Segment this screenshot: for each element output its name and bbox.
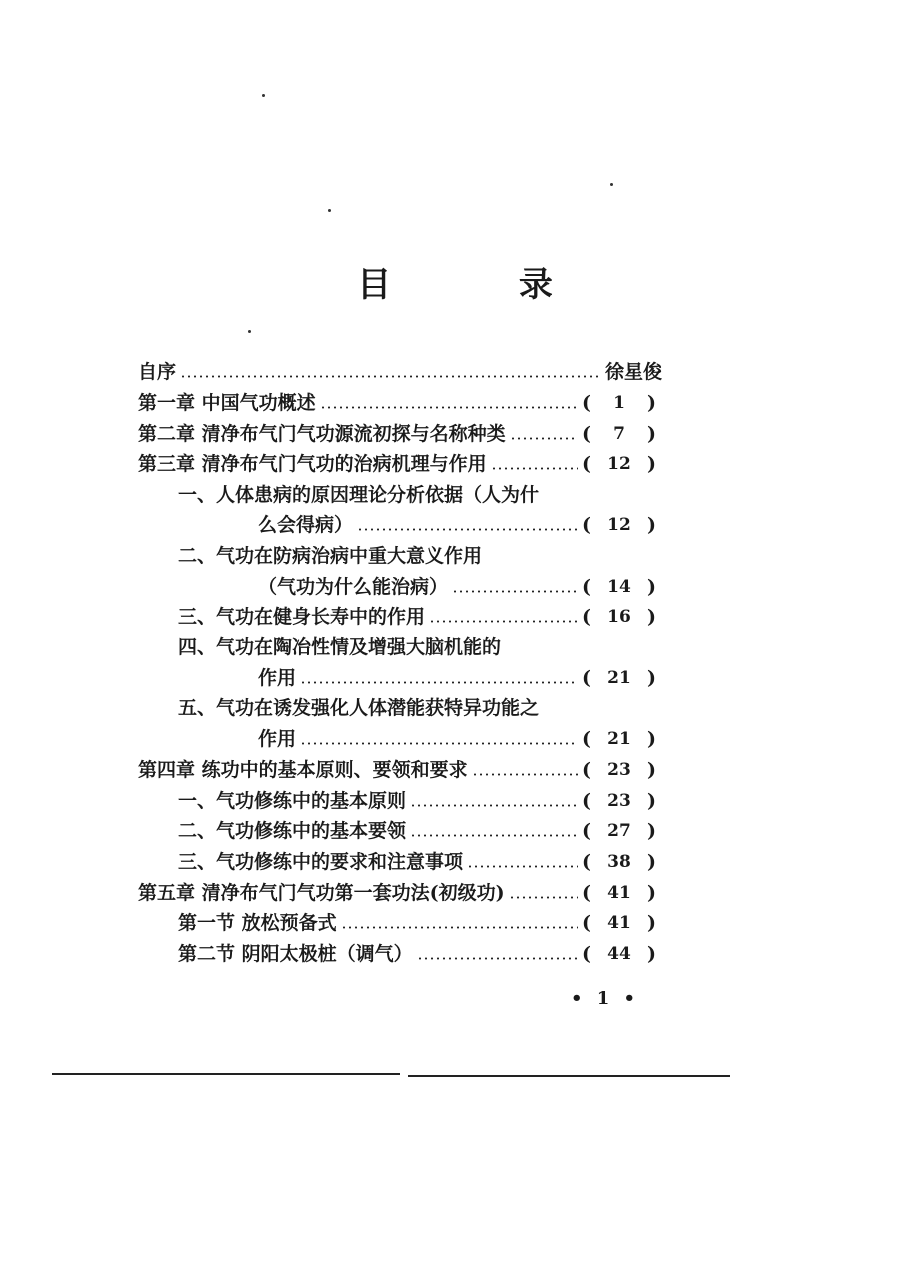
- paren-close: ): [647, 820, 656, 842]
- toc-entry: [178, 542, 538, 570]
- paren-close: ): [647, 453, 656, 475]
- paren-open: (: [582, 912, 591, 934]
- leader-dots: [300, 742, 578, 745]
- toc-entry-label: 第二章 清净布气门气功源流初探与名称种类: [138, 423, 506, 445]
- toc-entry: [258, 573, 656, 601]
- leader-dots: [180, 375, 601, 378]
- leader-dots: [472, 773, 578, 776]
- paren-open: (: [582, 759, 591, 781]
- leader-dots: [429, 620, 578, 623]
- toc-page-number: 12: [607, 515, 631, 535]
- leader-dots: [452, 590, 578, 593]
- toc-entry-label: 二、气功修练中的基本要领: [178, 820, 407, 842]
- toc-entry-label: 作用: [258, 667, 297, 689]
- toc-page-ref: [582, 817, 656, 845]
- toc-page-number: 7: [613, 424, 625, 444]
- toc-entry: [138, 756, 656, 784]
- toc-entry: [138, 389, 656, 417]
- paren-open: (: [582, 392, 591, 414]
- paren-close: ): [647, 576, 656, 598]
- paren-open: (: [582, 514, 591, 536]
- toc-page-ref: [582, 756, 656, 784]
- toc-entry-label: 第一节 放松预备式: [178, 912, 337, 934]
- toc-page-number: 41: [607, 883, 631, 903]
- paren-open: (: [582, 606, 591, 628]
- toc-entry: [138, 450, 656, 478]
- paren-close: ): [647, 943, 656, 965]
- paren-open: (: [582, 667, 591, 689]
- toc-entry-label: 第三章 清净布气门气功的治病机理与作用: [138, 453, 487, 475]
- leader-dots: [417, 957, 578, 960]
- toc-entry: [178, 787, 656, 815]
- toc-entry-label: 三、气功在健身长寿中的作用: [178, 606, 426, 628]
- leader-dots: [510, 437, 578, 440]
- paren-open: (: [582, 851, 591, 873]
- scan-speck: [610, 183, 613, 186]
- toc-entry: [258, 664, 656, 692]
- paren-close: ): [647, 912, 656, 934]
- toc-entry-label: 一、气功修练中的基本原则: [178, 790, 407, 812]
- toc-entry: [258, 511, 656, 539]
- toc-entry: [178, 481, 578, 509]
- paren-close: ): [647, 851, 656, 873]
- toc-page-number: 14: [607, 577, 631, 597]
- toc-page-ref: [582, 511, 656, 539]
- toc-page-ref: [582, 573, 656, 601]
- toc-entry-label: 二、气功在防病治病中重大意义作用: [178, 545, 483, 567]
- toc-page-number: 16: [607, 607, 631, 627]
- scan-rule-left: [52, 1073, 400, 1075]
- toc-page-number: 27: [607, 821, 631, 841]
- paren-close: ): [647, 606, 656, 628]
- paren-close: ): [647, 759, 656, 781]
- paren-open: (: [582, 728, 591, 750]
- toc-entry: [138, 420, 656, 448]
- paren-close: ): [647, 790, 656, 812]
- page-folio: • 1 •: [570, 988, 640, 1009]
- scan-speck: [328, 209, 331, 212]
- leader-dots: [300, 681, 578, 684]
- toc-page-ref: [582, 603, 656, 631]
- toc-entry: [178, 694, 578, 722]
- leader-dots: [410, 834, 578, 837]
- leader-dots: [357, 528, 578, 531]
- toc-entry-label: 一、人体患病的原因理论分析依据（人为什: [178, 484, 540, 506]
- toc-entry: [138, 879, 656, 907]
- toc-page-number: 38: [607, 852, 631, 872]
- toc-entry-label: 五、气功在诱发强化人体潜能获特异功能之: [178, 697, 540, 719]
- scan-speck: [248, 330, 251, 333]
- toc-page-ref: [582, 664, 656, 692]
- toc-page-number: 1: [613, 393, 625, 413]
- leader-dots: [410, 804, 578, 807]
- paren-close: ): [647, 392, 656, 414]
- toc-page-number: 23: [607, 760, 631, 780]
- toc-page-number: 44: [607, 944, 631, 964]
- scan-speck: [262, 94, 265, 97]
- toc-entry: [178, 603, 656, 631]
- toc-page-number: 21: [607, 668, 631, 688]
- toc-page-number: 12: [607, 454, 631, 474]
- toc-entry-label: （气功为什么能治病）: [258, 576, 449, 598]
- paren-open: (: [582, 943, 591, 965]
- leader-dots: [509, 896, 578, 899]
- paren-open: (: [582, 882, 591, 904]
- toc-page-number: 21: [607, 729, 631, 749]
- paren-open: (: [582, 423, 591, 445]
- toc-entry-label: 第四章 练功中的基本原则、要领和要求: [138, 759, 468, 781]
- toc-entry-label: 第二节 阴阳太极桩（调气）: [178, 943, 413, 965]
- paren-close: ): [647, 882, 656, 904]
- toc-page-ref: [582, 940, 656, 968]
- toc-entry-label: 作用: [258, 728, 297, 750]
- leader-dots: [320, 406, 578, 409]
- toc-page-number: 23: [607, 791, 631, 811]
- leader-dots: [341, 926, 578, 929]
- toc-entry: [178, 633, 538, 661]
- toc-page-ref: [582, 879, 656, 907]
- toc-page-ref: [582, 420, 656, 448]
- toc-page-ref: [582, 787, 656, 815]
- paren-open: (: [582, 820, 591, 842]
- toc-page-ref: [582, 389, 656, 417]
- toc-entry-author: 徐星俊: [604, 361, 662, 383]
- toc-entry-label: 四、气功在陶冶性情及增强大脑机能的: [178, 636, 502, 658]
- scan-rule-right: [408, 1075, 730, 1077]
- toc-page-ref: [582, 450, 656, 478]
- paren-close: ): [647, 423, 656, 445]
- toc-entry: [178, 909, 656, 937]
- paren-close: ): [647, 514, 656, 536]
- toc-page-number: 41: [607, 913, 631, 933]
- toc-entry-label: 第一章 中国气功概述: [138, 392, 316, 414]
- toc-page-ref: [582, 725, 656, 753]
- toc-page-ref: [582, 848, 656, 876]
- toc-entry: [258, 725, 656, 753]
- paren-open: (: [582, 790, 591, 812]
- toc-page-ref: [582, 909, 656, 937]
- paren-close: ): [647, 728, 656, 750]
- toc-entry: [178, 848, 656, 876]
- toc-entry-label: 第五章 清净布气门气功第一套功法(初级功): [138, 882, 505, 904]
- paren-close: ): [647, 667, 656, 689]
- toc-entry: [178, 817, 656, 845]
- toc-entry: [178, 940, 656, 968]
- page-title: 目 录: [357, 265, 611, 305]
- toc-entry: [138, 358, 662, 386]
- paren-open: (: [582, 453, 591, 475]
- leader-dots: [467, 865, 578, 868]
- leader-dots: [491, 467, 578, 470]
- paren-open: (: [582, 576, 591, 598]
- toc-entry-label: 自序: [138, 361, 177, 383]
- toc-entry-label: 么会得病）: [258, 514, 354, 536]
- toc-entry-label: 三、气功修练中的要求和注意事项: [178, 851, 464, 873]
